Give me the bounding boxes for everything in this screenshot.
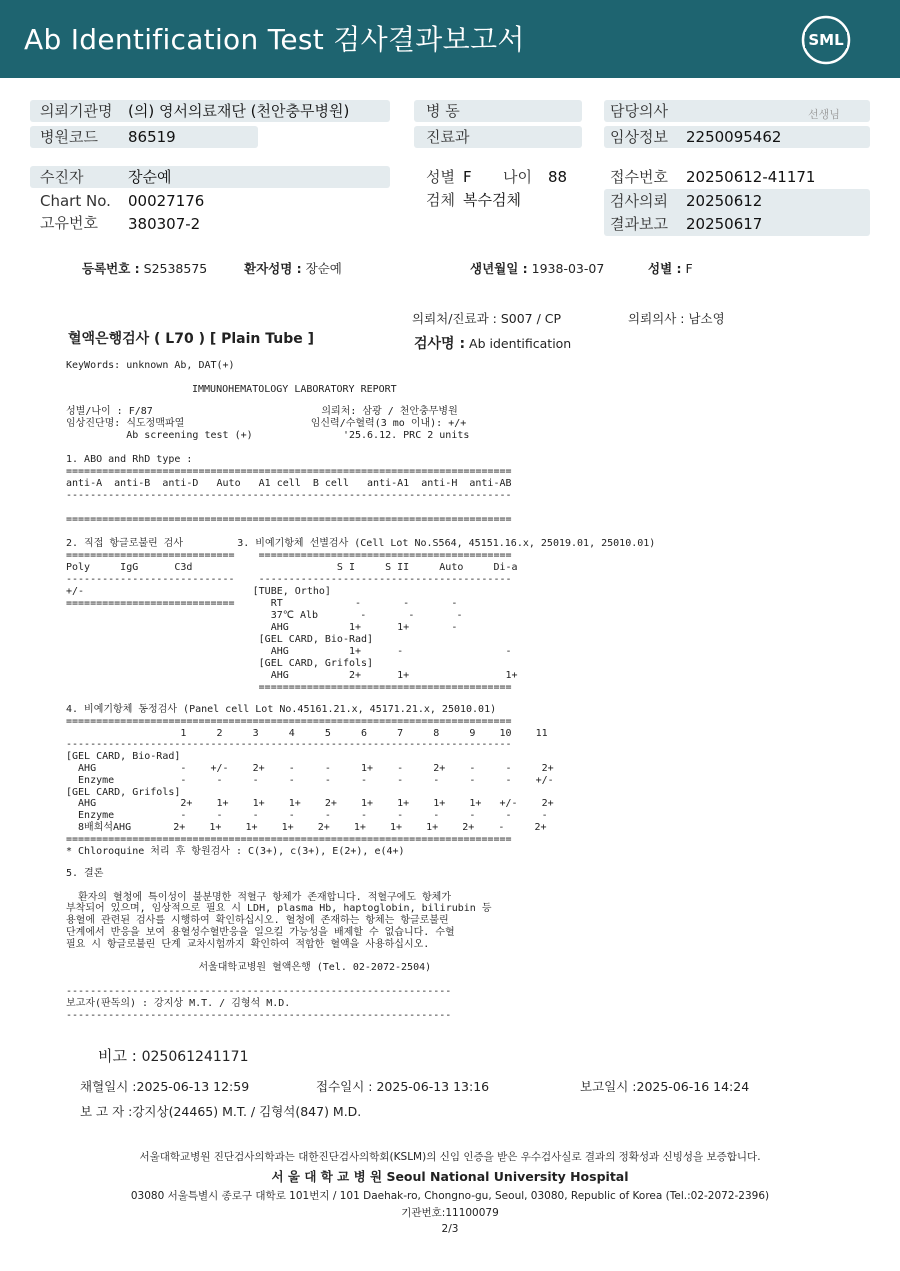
hospital-code-value: 86519 [128,128,176,146]
dob-line [470,259,604,277]
exam-name-value: Ab identification [469,336,572,351]
exam-name-label: 검사명 : [414,336,466,352]
dob-label: 생년월일 : [470,261,528,276]
section4-line: 1 2 3 4 5 6 7 8 9 10 11 [66,727,548,739]
specimen-value: 복수검체 [463,191,521,209]
section23-line: +/- [TUBE, Ortho] [66,586,331,597]
section5-line: 용혈에 관련된 검사를 시행하여 확인하십시오. 혈청에 존재하는 항체는 항글로불린 [66,915,449,927]
institution-label: 의뢰기관명 [40,102,113,120]
section5-line: ---------------------------------------------------------------- [66,986,452,997]
exam-name-line [414,333,571,353]
received-label: 접수일시 : [316,1079,373,1094]
collected-value: 2025-06-13 12:59 [136,1079,250,1094]
receipt-value: 20250612-41171 [686,168,816,186]
report-sex-line [648,259,693,277]
section23-line: ============================ RT - - - [66,598,458,609]
institution-number: 기관번호:11100079 [401,1207,499,1219]
section23-line: Poly IgG C3d S I S II Auto Di-a [66,562,518,573]
section4-line: ========================================================================== [66,715,512,727]
section4-line: [GEL CARD, Grifols] [66,786,181,798]
remark-value: 025061241171 [141,1049,249,1065]
patient-value: 장순예 [128,168,172,186]
report-sex-label: 성별 : [648,261,682,276]
reporter-label: 보 고 자 : [80,1104,133,1119]
hospital-code-label: 병원코드 [40,128,98,146]
section4-line: AHG - +/- 2+ - - 1+ - 2+ - - 2+ [66,763,554,774]
reported-value: 2025-06-16 14:24 [636,1079,750,1094]
patient_block-line: 성별/나이 : F/87 의뢰처: 삼광 / 천안충무병원 [66,406,458,417]
received-value: 2025-06-13 13:16 [376,1079,490,1094]
patient_block-line: 임상진단명: 식도정맥파열 임신력/수혈력(3 mo 이내): +/+ [66,418,467,429]
reported-label: 보고일시 : [580,1079,637,1094]
section5-line: 단계에서 반응을 보여 용혈성수혈반응을 일으킬 가능성을 배제할 수 없습니다. 수혈 [66,927,455,938]
section5-line: 5. 결론 [66,868,104,879]
ordering-dept: 의뢰처/진료과 : S007 / CP [412,311,562,326]
section1-line: anti-A anti-B anti-D Auto A1 cell B cell anti-A1 anti-H anti-AB [66,478,512,489]
section23-line: 2. 직접 항글로불린 검사 3. 비예기항체 선별검사 (Cell Lot No.S564, 45151.16.x, 25019.01, 25010.01) [66,538,656,549]
remark-label: 비고 : [98,1047,137,1065]
reg-value: S2538575 [143,261,208,276]
page-title: Ab Identification Test 검사결과보고서 [24,23,525,56]
section4-line: Enzyme - - - - - - - - - - - [66,810,548,822]
lab-title: IMMUNOHEMATOLOGY LABORATORY REPORT [192,384,397,395]
section5-line: 환자의 혈청에 특이성이 불분명한 적혈구 항체가 존재합니다. 적혈구에도 항체가 [66,891,452,903]
reporter-line [80,1102,361,1120]
sex-value: F [463,168,472,186]
section1-line: ========================================================================== [66,466,512,477]
registration-line [82,259,207,277]
patient-name-line [244,259,342,277]
certification-text: 서울대학교병원 진단검사의학과는 대한진단검사의학회(KSLM)의 신임 인증을 받은 우수검사실로 결과의 정확성과 신빙성을 보증합니다. [139,1151,761,1163]
patient-label: 수진자 [40,168,84,186]
keywords: KeyWords: unknown Ab, DAT(+) [66,360,235,371]
section5-line: ---------------------------------------------------------------- [66,1009,452,1021]
section5-line: 보고자(판독의) : 강지상 M.T. / 김형석 M.D. [66,997,291,1009]
section4-line: 8배희석AHG 2+ 1+ 1+ 1+ 2+ 1+ 1+ 1+ 2+ - 2+ [66,822,547,833]
collected-line [80,1077,249,1095]
chart-label: Chart No. [40,192,111,210]
page-number: 2/3 [441,1223,459,1235]
unique-label: 고유번호 [40,214,98,232]
patient_block-line: Ab screening test (+) '25.6.12. PRC 2 units [66,430,470,441]
section23-line: ---------------------------- ------------------------------------------ [66,574,512,585]
receipt-label: 접수번호 [610,168,668,186]
hospital-name: 서 울 대 학 교 병 원 Seoul National University Hospital [271,1169,629,1184]
ordering-doctor: 의뢰의사 : 남소영 [628,311,725,326]
section5-line: 필요 시 항글로불린 단계 교차시험까지 확인하여 적합한 혈액을 사용하십시오. [66,938,430,950]
report-label: 결과보고 [610,215,668,233]
reporter-value: 강지상(24465) M.T. / 김형석(847) M.D. [132,1104,362,1119]
section23-line: ============================ ========================================== [66,550,512,561]
address: 03080 서울특별시 종로구 대학로 101번지 / 101 Daehak-ro, Chongno-gu, Seoul, 03080, Republic of Korea (Tel.:02-2072-2396) [130,1190,770,1202]
doctor-label: 담당의사 [610,102,668,120]
reported-line [580,1077,749,1095]
section4-line: ========================================================================== [66,833,512,845]
section23-line: AHG 2+ 1+ 1+ [66,670,518,681]
section1-line: 1. ABO and RhD type : [66,454,193,465]
doctor-value: 선생님 [808,108,840,121]
section23-line: AHG 1+ 1+ - [66,622,458,633]
age-label: 나이 [503,168,532,186]
section23-line: [GEL CARD, Grifols] [66,658,374,669]
reg-label: 등록번호 : [82,261,140,276]
age-value: 88 [548,168,568,186]
unique-value: 380307-2 [128,215,201,233]
section4-line: * Chloroquine 처리 후 항원검사 : C(3+), c(3+), E(2+), e(4+) [66,845,405,857]
sex-label: 성별 [426,168,455,186]
section23-line: AHG 1+ - - [66,646,512,657]
patient-row [30,166,390,188]
report-sex-value: F [685,261,693,276]
section23-line: ========================================== [66,682,512,693]
chart-value: 00027176 [128,192,205,210]
received-line [316,1077,489,1095]
dob-value: 1938-03-07 [531,261,605,276]
section23-line: [GEL CARD, Bio-Rad] [66,634,374,645]
report-value: 20250617 [686,215,763,233]
name-label: 환자성명 : [244,261,302,276]
specimen-label: 검체 [426,191,455,209]
clinical-value: 2250095462 [686,128,782,146]
request-value: 20250612 [686,192,763,210]
ward-label: 병 동 [426,102,460,120]
section1-line: ========================================================================== [66,514,512,525]
section23-line: 37℃ Alb - - - [66,610,463,621]
exam-title: 혈액은행검사 ( L70 ) [ Plain Tube ] [68,331,315,347]
dept-label: 진료과 [426,128,470,146]
request-label: 검사의뢰 [610,192,668,210]
section1-line: -------------------------------------------------------------------------- [66,490,512,501]
section4-line: Enzyme - - - - - - - - - - +/- [66,774,554,786]
name-value: 장순예 [305,261,342,276]
sml-logo-icon [800,14,852,66]
remark-line [98,1045,248,1066]
section5-line: 부착되어 있으며, 임상적으로 필요 시 LDH, plasma Hb, haptoglobin, bilirubin 등 [66,903,492,915]
section4-line: [GEL CARD, Bio-Rad] [66,751,181,763]
section4-line: 4. 비예기항체 동정검사 (Panel cell Lot No.45161.21.x, 45171.21.x, 25010.01) [66,704,497,715]
section4-line: AHG 2+ 1+ 1+ 1+ 2+ 1+ 1+ 1+ 1+ +/- 2+ [66,798,554,810]
header-bar [0,0,900,78]
section4-line: -------------------------------------------------------------------------- [66,739,512,751]
institution-value: (의) 영서의료재단 (천안충무병원) [128,102,350,120]
collected-label: 채혈일시 : [80,1079,137,1094]
clinical-label: 임상정보 [610,128,668,146]
logo-text: SML [808,31,844,49]
section5-line: 서울대학교병원 혈액은행 (Tel. 02-2072-2504) [66,962,432,974]
